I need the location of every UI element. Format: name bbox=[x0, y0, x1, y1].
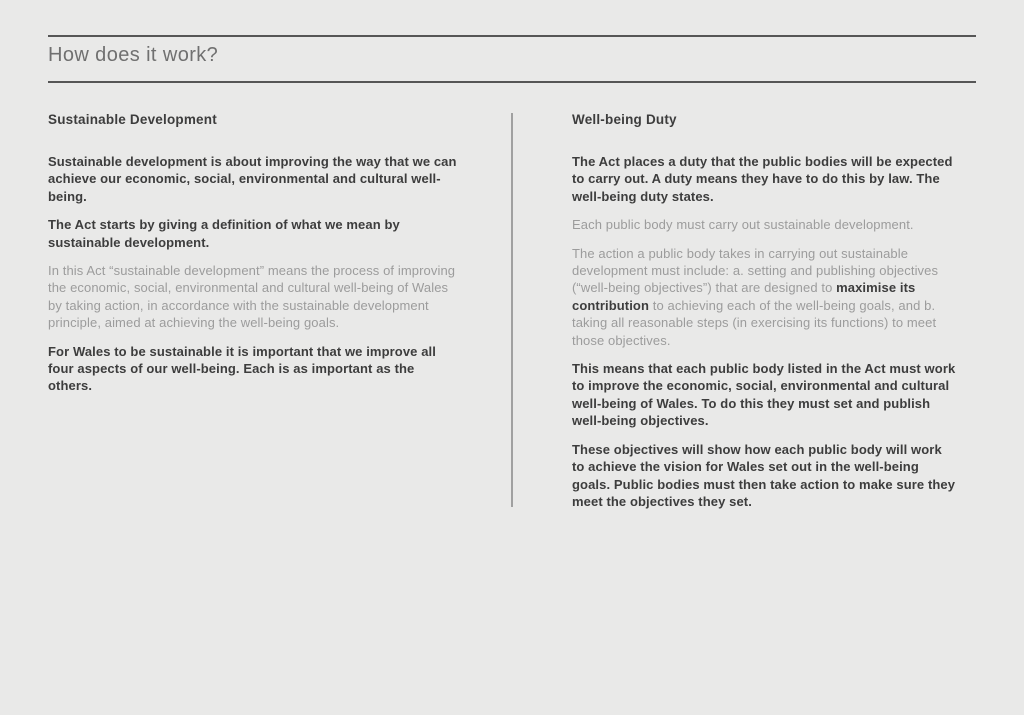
paragraph bbox=[48, 153, 462, 205]
paragraph bbox=[572, 245, 956, 349]
page-title: How does it work? bbox=[48, 44, 219, 66]
text-segment: The Act starts by giving a definition of what we mean by sustainable development. bbox=[48, 217, 400, 250]
header-top-rule bbox=[48, 35, 976, 37]
header-bottom-rule bbox=[48, 81, 976, 83]
column-well-being-duty bbox=[572, 112, 956, 510]
text-segment: The Act places a duty that the public bodies will be expected to carry out. A duty means they have to do this by law. The well-being duty states. bbox=[572, 154, 953, 204]
text-segment: This means that each public body listed in the Act must work to improve the economic, social, environmental and cultural well-being of Wales. To do this they must set and publish well-being objectives. bbox=[572, 361, 956, 429]
column-heading-sustainable-development: Sustainable Development bbox=[48, 112, 217, 127]
paragraph bbox=[48, 343, 462, 395]
text-segment: Sustainable development is about improving the way that we can achieve our economic, social, environmental and cultural well-being. bbox=[48, 154, 457, 204]
column-heading-well-being-duty: Well-being Duty bbox=[572, 112, 677, 127]
paragraph bbox=[48, 216, 462, 251]
column-paragraphs bbox=[572, 153, 956, 510]
paragraph bbox=[48, 262, 462, 332]
text-segment: The action a public body takes in carrying out sustainable development must include: a. setting and publishing objectives (“well-being objectives”) that are designed to bbox=[572, 245, 939, 296]
paragraph bbox=[572, 153, 956, 205]
column-divider bbox=[511, 113, 513, 507]
text-segment: These objectives will show how each public body will work to achieve the vision for Wales set out in the well-being goals. Public bodies must then take action to make sure they meet the objectives they set. bbox=[572, 441, 956, 509]
text-segment: maximise its contribution bbox=[572, 280, 916, 313]
paragraph bbox=[572, 360, 956, 430]
paragraph bbox=[572, 441, 956, 511]
column-sustainable-development bbox=[48, 112, 462, 395]
paragraph bbox=[572, 216, 956, 233]
text-segment: In this Act “sustainable development” means the process of improving the economic, social, environmental and cultural well-being of Wales by taking action, in accordance with the sustainable development principle, aimed at achieving the well-being goals. bbox=[48, 263, 456, 331]
column-paragraphs bbox=[48, 153, 462, 395]
text-segment: Each public body must carry out sustainable development. bbox=[572, 217, 914, 233]
text-segment: to achieving each of the well-being goals, and b. taking all reasonable steps (in exercising its functions) to meet those objectives. bbox=[572, 297, 937, 348]
text-segment: For Wales to be sustainable it is important that we improve all four aspects of our well-being. Each is as important as the others. bbox=[48, 343, 436, 394]
